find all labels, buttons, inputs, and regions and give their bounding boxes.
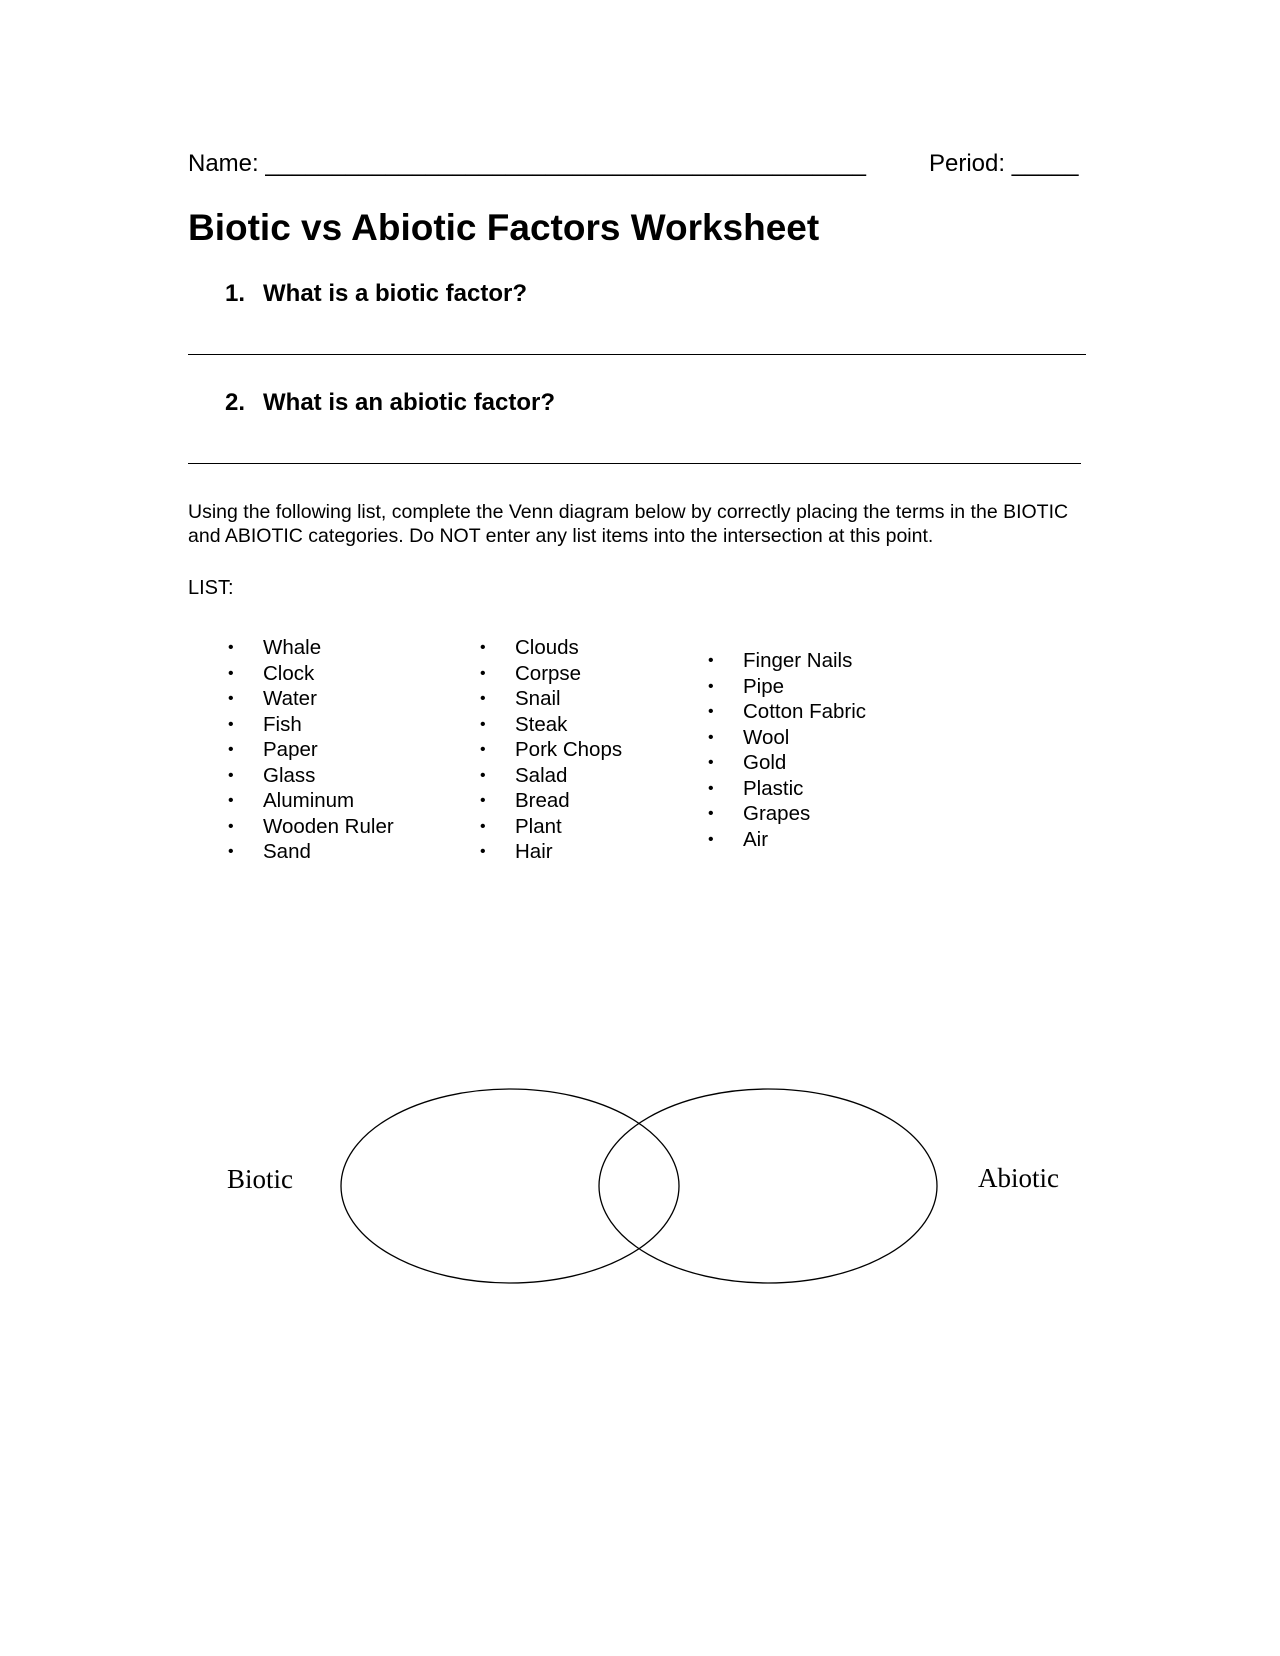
bullet-icon: • xyxy=(480,715,486,733)
venn-biotic-label: Biotic xyxy=(227,1164,293,1194)
list-item-text: Wooden Ruler xyxy=(263,814,394,838)
bullet-icon: • xyxy=(708,677,714,695)
list-item-text: Grapes xyxy=(743,802,811,825)
bullet-icon: • xyxy=(480,766,486,784)
list-item-text: Snail xyxy=(515,687,561,710)
bullet-icon: • xyxy=(480,817,486,835)
question-1-number: 1. xyxy=(225,280,246,307)
list-item-text: Air xyxy=(743,827,769,851)
list-label: LIST: xyxy=(188,577,234,599)
bullet-icon: • xyxy=(228,664,234,682)
question-1-text: What is a biotic factor? xyxy=(263,280,528,307)
bullet-icon: • xyxy=(708,805,714,822)
bullet-icon: • xyxy=(708,703,714,720)
list-item-text: Pork Chops xyxy=(515,738,623,761)
question-2-number: 2. xyxy=(225,389,246,416)
bullet-icon: • xyxy=(480,741,486,758)
bullet-icon: • xyxy=(228,639,234,656)
bullet-icon: • xyxy=(228,817,234,835)
question-2-text: What is an abiotic factor? xyxy=(263,389,556,416)
list-item-text: Plastic xyxy=(743,776,804,800)
list-item-text: Whale xyxy=(263,636,322,659)
page-title: Biotic vs Abiotic Factors Worksheet xyxy=(188,207,820,248)
bullet-icon: • xyxy=(228,766,234,784)
list-item-text: Salad xyxy=(515,763,568,787)
list-item-text: Finger Nails xyxy=(743,649,853,672)
list-item-text: Corpse xyxy=(515,661,582,685)
bullet-icon: • xyxy=(480,639,486,656)
bullet-icon: • xyxy=(228,690,234,707)
bullet-icon: • xyxy=(708,652,714,669)
list-item-text: Cotton Fabric xyxy=(743,700,867,723)
list-item-text: Plant xyxy=(515,814,562,838)
venn-abiotic-circle xyxy=(599,1089,937,1283)
bullet-icon: • xyxy=(480,664,486,682)
bullet-icon: • xyxy=(228,792,234,809)
name-field-label: Name: _____________________________________________ xyxy=(188,150,866,177)
list-item-text: Wool xyxy=(743,725,790,749)
list-item-text: Gold xyxy=(743,751,787,774)
bullet-icon: • xyxy=(708,754,714,771)
bullet-icon: • xyxy=(228,715,234,733)
list-item-text: Pipe xyxy=(743,674,785,698)
bullet-icon: • xyxy=(708,728,714,746)
list-item-text: Hair xyxy=(515,840,553,863)
list-item-text: Fish xyxy=(263,712,302,736)
bullet-icon: • xyxy=(480,843,486,860)
venn-biotic-circle xyxy=(341,1089,679,1283)
list-item-text: Sand xyxy=(263,840,311,863)
list-item-text: Clouds xyxy=(515,636,579,659)
list-item-text: Aluminum xyxy=(263,789,355,812)
bullet-icon: • xyxy=(480,690,486,707)
instructions-text: Using the following list, complete the Venn diagram below by correctly placing the terms in the BIOTIC and ABIOTIC categories. Do NOT enter any list items into the intersection at this point. xyxy=(188,501,1069,547)
bullet-icon: • xyxy=(228,741,234,758)
venn-abiotic-label: Abiotic xyxy=(978,1163,1059,1193)
list-item-text: Clock xyxy=(263,661,315,685)
bullet-icon: • xyxy=(228,843,234,860)
list-item-text: Water xyxy=(263,687,317,710)
list-item-text: Steak xyxy=(515,712,568,736)
list-item-text: Paper xyxy=(263,738,318,761)
bullet-icon: • xyxy=(480,792,486,809)
bullet-icon: • xyxy=(708,830,714,848)
period-field-label: Period: _____ xyxy=(929,150,1079,177)
list-item-text: Glass xyxy=(263,763,316,787)
list-item-text: Bread xyxy=(515,789,570,812)
bullet-icon: • xyxy=(708,779,714,797)
